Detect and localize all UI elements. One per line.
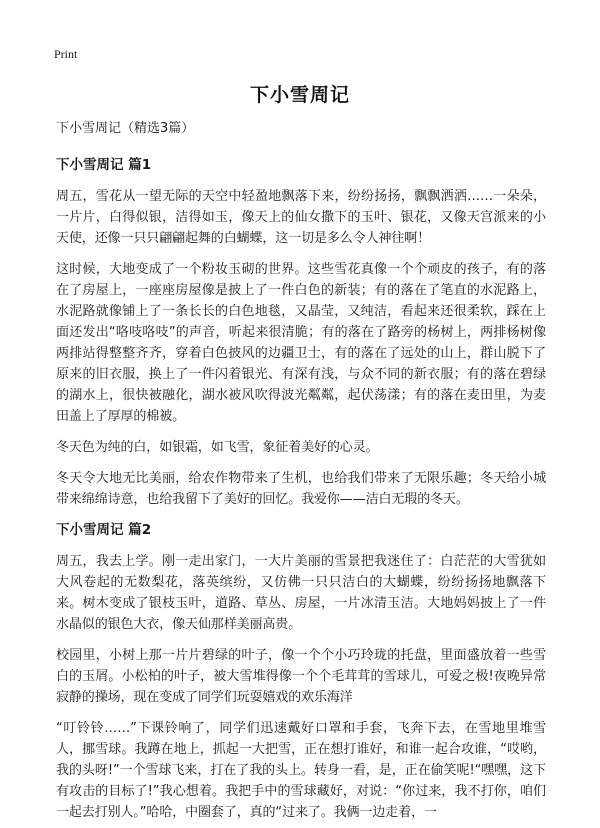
paragraph: 冬天色为纯的白，如银霜，如飞雪，象征着美好的心灵。 <box>56 440 379 455</box>
paragraph: 校园里，小树上那一片片碧绿的叶子，像一个个小巧玲珑的托盘，里面盛放着一些雪白的玉屑。小松柏的叶子，被大雪堆得像一个个毛茸茸的雪球儿，可爱之极!夜晚异常寂静的操场，现在变成了同学们玩耍嬉戏的欢乐海洋 <box>56 648 546 705</box>
section-heading: 下小雪周记 篇1 <box>56 157 152 173</box>
paragraph: 周五，我去上学。刚一走出家门，一大片美丽的雪景把我迷住了：白茫茫的大雪犹如大风卷起的无数梨花，落英缤纷，又仿佛一只只洁白的大蝴蝶，纷纷扬扬地飘落下来。树木变成了银枝玉叶，道路、草丛、房屋，一片冰清玉洁。大地妈妈披上了一件水晶似的银色大衣，像天仙那样美丽高贵。 <box>56 554 546 632</box>
print-link[interactable]: Print <box>54 47 78 61</box>
page-title: 下小雪周记 <box>249 84 350 106</box>
paragraph: 冬天令大地无比美丽，给农作物带来了生机，也给我们带来了无限乐趣；冬天给小城带来绵绵诗意，也给我留下了美好的回忆。我爱你——洁白无瑕的冬天。 <box>56 471 546 507</box>
document-subtitle: 下小雪周记（精选3篇） <box>56 121 195 136</box>
article-section-1 <box>56 155 546 510</box>
article-section-2 <box>56 520 546 823</box>
section-heading: 下小雪周记 篇2 <box>56 522 152 538</box>
paragraph: “叮铃铃……”下课铃响了，同学们迅速戴好口罩和手套，飞奔下去，在雪地里堆雪人，挪雪球。我蹲在地上，抓起一大把雪，正在想打谁好，和谁一起合攻谁，“哎哟，我的头呀!”一个雪球飞来，打在了我的头上。转身一看，是，正在偷笑呢!“嘿嘿，这下有攻击的目标了!”我心想着。我把手中的雪球藏好，对说：“你过来，我不打你，咱们一起去打别人。”哈哈，中圈套了，真的“过来了。我俩一边走着，一 <box>56 721 546 820</box>
paragraph: 周五，雪花从一望无际的天空中轻盈地飘落下来，纷纷扬扬，飘飘洒洒……一朵朵，一片片，白得似银，洁得如玉，像天上的仙女撒下的玉叶、银花，又像天宫派来的小天使，还像一只只翩翩起舞的白蝴蝶，这一切是多么令人神往啊！ <box>56 189 546 246</box>
paragraph: 这时候，大地变成了一个粉妆玉砌的世界。这些雪花真像一个个顽皮的孩子，有的落在了房屋上，一座座房屋像是披上了一件白色的新装；有的落在了笔直的水泥路上，水泥路就像铺上了一条长长的白色地毯，又晶莹，又纯洁，看起来还很柔软，踩在上面还发出“咯吱咯吱”的声音，听起来很清脆；有的落在了路旁的杨树上，两排杨树像两排站得整整齐齐，穿着白色披风的边疆卫士，有的落在了远处的山上，群山脱下了原来的旧衣服，换上了一件闪着银光、有深有浅，与众不同的新衣服；有的落在碧绿的湖水上，很快被融化，湖水被风吹得波光粼粼，起伏荡漾；有的落在麦田里，为麦田盖上了厚厚的棉被。 <box>56 262 546 424</box>
document-body <box>56 120 546 828</box>
